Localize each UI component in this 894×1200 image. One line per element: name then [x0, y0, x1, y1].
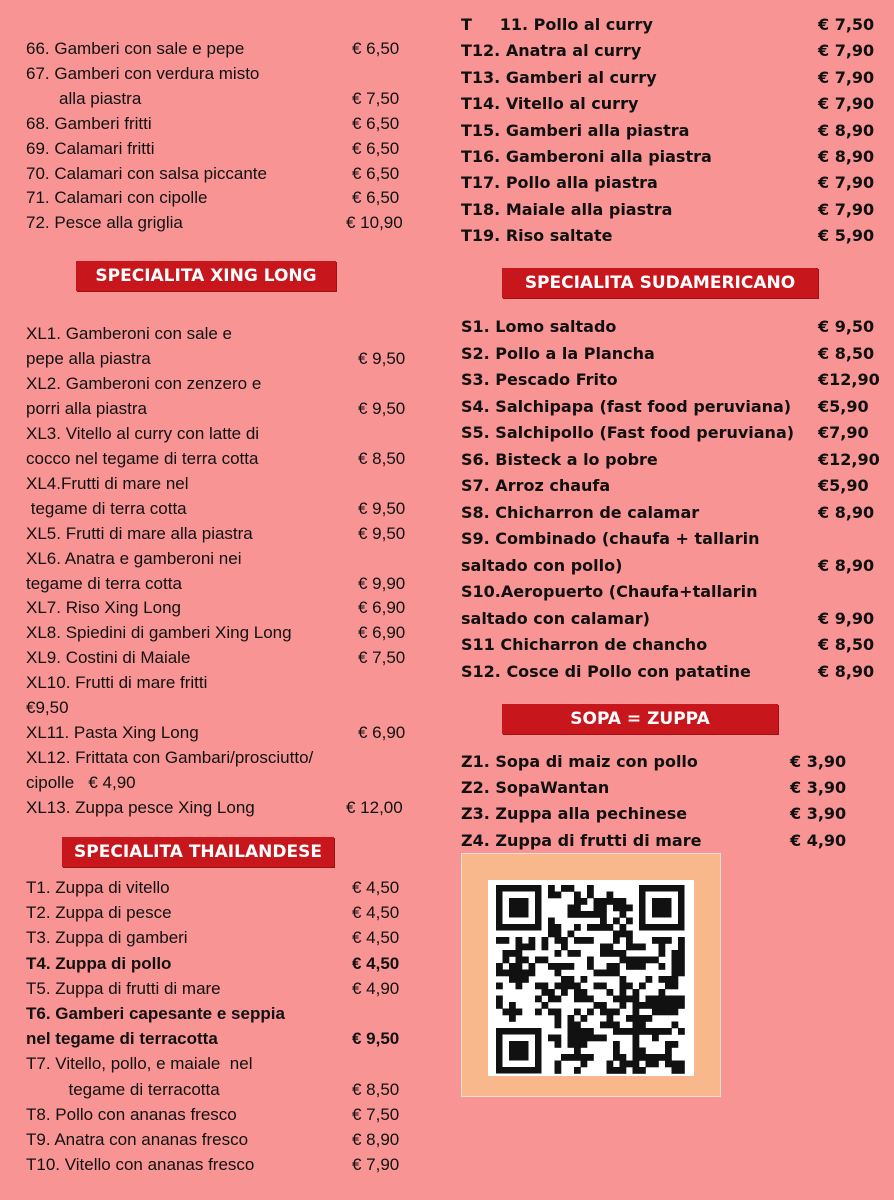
menu-item-row: [26, 795, 446, 820]
menu-item-price: € 6,50: [352, 39, 400, 58]
menu-item-row: [461, 144, 881, 169]
menu-item-row: [461, 473, 881, 498]
menu-item-price: € 7,50: [352, 88, 400, 108]
menu-item-name: S5. Salchipollo (Fast food peruviana): [461, 423, 795, 442]
menu-item-price: € 4,50: [352, 953, 400, 973]
menu-item-row: [26, 61, 446, 86]
menu-item-price: € 6,90: [358, 623, 406, 643]
menu-item-name: tegame di terra cotta: [26, 573, 182, 593]
menu-item-price: € 8,90: [818, 661, 875, 681]
menu-item-row: [461, 341, 881, 366]
menu-item-row: [26, 670, 446, 695]
menu-item-row: [461, 12, 881, 37]
menu-item-price: € 8,90: [818, 120, 875, 140]
menu-item-row: [26, 36, 446, 61]
menu-item-price: € 4,90: [352, 978, 400, 998]
menu-item-name: XL9. Costini di Maiale: [26, 648, 191, 668]
menu-item-price: € 7,50: [358, 648, 406, 668]
menu-item-name: Z4. Zuppa di frutti di mare: [461, 830, 702, 850]
menu-item-price: € 7,90: [352, 1155, 400, 1175]
menu-item-row: [26, 571, 446, 596]
menu-item-price: € 9,50: [358, 348, 406, 368]
menu-item-name: S3. Pescado Frito: [461, 370, 618, 389]
menu-item-row: [461, 553, 881, 578]
menu-item-name: Z3. Zuppa alla pechinese: [461, 804, 688, 824]
menu-item-price: € 12,00: [346, 798, 403, 818]
menu-item-row: [26, 620, 446, 645]
menu-item-row: [26, 1077, 446, 1102]
menu-item-price: € 7,50: [352, 1104, 400, 1124]
menu-item-name: saltado con pollo): [461, 555, 623, 575]
menu-item-price: € 4,50: [352, 928, 400, 948]
section-header-sudamericano: SPECIALITA SUDAMERICANO: [502, 268, 818, 298]
menu-item-name: S11 Chicharron de chancho: [461, 635, 708, 654]
menu-item-name: alla piastra: [26, 88, 142, 108]
menu-item-price: € 8,50: [818, 343, 875, 363]
menu-item-name: XL6. Anatra e gamberoni nei: [26, 548, 242, 568]
qr-code-graphic: [488, 880, 694, 1076]
menu-item-row: [26, 745, 446, 770]
menu-item-row: [26, 1152, 446, 1177]
menu-item-price: € 4,90: [790, 830, 847, 850]
menu-item-name: XL1. Gamberoni con sale e: [26, 324, 233, 343]
menu-item-name: XL7. Riso Xing Long: [26, 598, 181, 618]
menu-item-row: [461, 65, 881, 90]
menu-item-row: [461, 447, 881, 472]
menu-item-row: [26, 595, 446, 620]
menu-item-name: T17. Pollo alla piastra: [461, 173, 658, 193]
menu-item-row: [26, 695, 446, 720]
menu-item-price: € 3,90: [790, 778, 847, 798]
menu-item-name: S7. Arroz chaufa: [461, 476, 611, 495]
menu-item-row: [461, 828, 881, 853]
menu-item-name: 70. Calamari con salsa piccante: [26, 163, 267, 183]
menu-item-name: tegame di terra cotta: [26, 498, 187, 518]
menu-item-name: T12. Anatra al curry: [461, 41, 642, 61]
menu-item-price: € 7,50: [818, 15, 875, 34]
section-header-thailandese: SPECIALITA THAILANDESE: [62, 837, 334, 867]
menu-item-name: S9. Combinado (chaufa + tallarin: [461, 529, 760, 548]
menu-item-price: € 9,50: [818, 317, 875, 336]
menu-item-name: S1. Lomo saltado: [461, 317, 617, 336]
menu-item-price: € 7,90: [818, 67, 875, 87]
menu-item-name: T14. Vitello al curry: [461, 94, 639, 114]
menu-item-name: T19. Riso saltate: [461, 226, 613, 246]
menu-item-row: [26, 1102, 446, 1127]
menu-item-row: [461, 420, 881, 445]
menu-item-name: XL5. Frutti di mare alla piastra: [26, 523, 253, 543]
menu-item-price: € 8,50: [818, 635, 875, 654]
menu-item-name: XL11. Pasta Xing Long: [26, 723, 199, 743]
menu-item-price: € 9,50: [358, 523, 406, 543]
menu-item-name: T16. Gamberoni alla piastra: [461, 147, 712, 166]
menu-item-row: [26, 471, 446, 496]
menu-item-price: €7,90: [818, 423, 869, 442]
menu-item-price: € 7,90: [818, 199, 875, 219]
menu-item-name: cocco nel tegame di terra cotta: [26, 448, 259, 468]
menu-item-name: T13. Gamberi al curry: [461, 67, 657, 87]
section-header-xing-long: SPECIALITA XING LONG: [76, 261, 336, 291]
menu-item-name: S10.Aeropuerto (Chaufa+tallarin: [461, 582, 758, 601]
menu-item-row: [26, 900, 446, 925]
menu-item-price: € 9,50: [352, 1029, 400, 1049]
menu-item-name: 66. Gamberi con sale e pepe: [26, 39, 245, 58]
menu-item-name: XL8. Spiedini di gamberi Xing Long: [26, 623, 292, 643]
menu-item-price: € 9,90: [818, 608, 875, 628]
menu-item-row: [26, 321, 446, 346]
menu-item-price: € 7,90: [818, 94, 875, 114]
menu-item-price: € 4,50: [352, 878, 400, 897]
menu-item-row: [461, 394, 881, 419]
menu-item-price: € 6,50: [352, 188, 400, 208]
menu-item-name: XL12. Frittata con Gambari/prosciutto/: [26, 748, 314, 768]
menu-item-name: 69. Calamari fritti: [26, 138, 155, 158]
menu-item-price: € 6,50: [352, 113, 400, 133]
menu-item-name: T4. Zuppa di pollo: [26, 953, 172, 973]
menu-item-name: nel tegame di terracotta: [26, 1029, 218, 1049]
menu-item-price: € 3,90: [790, 752, 847, 771]
menu-item-row: [26, 421, 446, 446]
menu-item-row: [461, 526, 881, 551]
menu-item-name: porri alla piastra: [26, 398, 147, 418]
menu-item-row: [26, 720, 446, 745]
menu-item-row: [461, 775, 881, 800]
menu-item-row: [26, 446, 446, 471]
menu-item-name: XL4.Frutti di mare nel: [26, 473, 189, 493]
menu-item-row: [461, 659, 881, 684]
menu-item-name: T8. Pollo con ananas fresco: [26, 1104, 237, 1124]
menu-item-row: [26, 976, 446, 1001]
menu-item-row: [26, 136, 446, 161]
menu-item-row: [461, 170, 881, 195]
menu-item-price: €12,90: [818, 370, 880, 389]
menu-item-name: Z2. SopaWantan: [461, 778, 610, 798]
menu-item-name: T10. Vitello con ananas fresco: [26, 1155, 255, 1175]
menu-item-row: [26, 1127, 446, 1152]
menu-item-row: [461, 118, 881, 143]
menu-item-row: [461, 606, 881, 631]
menu-item-name: pepe alla piastra: [26, 348, 151, 368]
menu-item-name: T1. Zuppa di vitello: [26, 878, 170, 897]
menu-item-row: [461, 91, 881, 116]
menu-item-name: S8. Chicharron de calamar: [461, 502, 700, 522]
menu-item-row: [26, 86, 446, 111]
menu-item-name: S12. Cosce di Pollo con patatine: [461, 661, 751, 681]
menu-item-name: saltado con calamar): [461, 608, 650, 628]
menu-item-price: € 7,90: [818, 173, 875, 193]
menu-item-price: € 6,90: [358, 723, 406, 743]
menu-item-price: € 8,90: [818, 147, 875, 166]
menu-item-row: [461, 197, 881, 222]
menu-item-price: € 7,90: [818, 41, 875, 61]
menu-item-name: XL2. Gamberoni con zenzero e: [26, 373, 262, 393]
menu-item-price: € 8,90: [352, 1130, 400, 1149]
section-header-zuppa: SOPA = ZUPPA: [502, 704, 778, 734]
menu-item-price: € 6,50: [352, 163, 400, 183]
menu-item-row: [461, 500, 881, 525]
menu-item-name: T2. Zuppa di pesce: [26, 903, 172, 923]
menu-item-name: XL3. Vitello al curry con latte di: [26, 423, 260, 443]
menu-item-name: S6. Bisteck a lo pobre: [461, 449, 658, 469]
menu-item-name: T15. Gamberi alla piastra: [461, 120, 690, 140]
menu-item-price: € 6,90: [358, 598, 406, 618]
menu-item-name: tegame di terracotta: [26, 1079, 220, 1099]
menu-item-name: T3. Zuppa di gamberi: [26, 928, 188, 948]
qr-code-icon[interactable]: [488, 880, 694, 1076]
menu-item-row: [26, 161, 446, 186]
menu-item-name: T 11. Pollo al curry: [461, 15, 653, 34]
menu-item-price: € 9,50: [358, 498, 406, 518]
menu-item-name: S4. Salchipapa (fast food peruviana): [461, 396, 792, 416]
menu-item-name: T9. Anatra con ananas fresco: [26, 1130, 249, 1149]
menu-item-row: [461, 367, 881, 392]
menu-item-row: [26, 925, 446, 950]
menu-item-row: [26, 371, 446, 396]
menu-item-row: [26, 210, 446, 235]
menu-item-price: € 3,90: [790, 804, 847, 824]
menu-item-price: €12,90: [818, 449, 880, 469]
menu-item-name: S2. Pollo a la Plancha: [461, 343, 655, 363]
menu-item-row: [26, 546, 446, 571]
menu-item-row: [26, 1001, 446, 1026]
menu-item-price: € 10,90: [346, 213, 403, 233]
menu-item-price: €5,90: [818, 396, 869, 416]
menu-item-name: T18. Maiale alla piastra: [461, 199, 673, 219]
menu-item-price: € 8,90: [818, 502, 875, 522]
qr-code-panel: [461, 853, 721, 1097]
menu-item-price: € 5,90: [818, 226, 875, 246]
menu-item-row: [26, 496, 446, 521]
menu-item-price: € 8,50: [352, 1079, 400, 1099]
menu-item-price: € 8,90: [818, 555, 875, 575]
menu-item-name: XL13. Zuppa pesce Xing Long: [26, 798, 255, 818]
menu-item-row: [461, 801, 881, 826]
menu-item-name: Z1. Sopa di maiz con pollo: [461, 752, 698, 771]
menu-item-row: [26, 1026, 446, 1051]
menu-item-row: [461, 579, 881, 604]
menu-item-price: € 9,90: [358, 573, 406, 593]
menu-item-price: € 6,50: [352, 138, 400, 158]
menu-item-row: [26, 645, 446, 670]
menu-item-name: T5. Zuppa di frutti di mare: [26, 978, 221, 998]
menu-item-row: [26, 185, 446, 210]
menu-item-name: T7. Vitello, pollo, e maiale nel: [26, 1054, 253, 1074]
menu-item-row: [461, 749, 881, 774]
menu-item-price: € 4,50: [352, 903, 400, 923]
menu-item-row: [26, 111, 446, 136]
menu-item-row: [26, 875, 446, 900]
menu-item-row: [26, 521, 446, 546]
menu-item-row: [26, 1051, 446, 1076]
menu-item-price: € 9,50: [358, 398, 406, 418]
menu-item-name: XL10. Frutti di mare fritti: [26, 673, 208, 693]
menu-item-row: [26, 951, 446, 976]
menu-item-name: 72. Pesce alla griglia: [26, 213, 183, 233]
menu-item-price: € 8,50: [358, 448, 406, 468]
menu-item-row: [26, 346, 446, 371]
menu-item-row: [461, 632, 881, 657]
menu-item-row: [26, 396, 446, 421]
menu-item-row: [461, 38, 881, 63]
menu-item-name: €9,50: [26, 698, 69, 718]
menu-item-row: [26, 770, 446, 795]
menu-item-row: [461, 223, 881, 248]
menu-item-price: €5,90: [818, 476, 869, 495]
menu-item-name: cipolle € 4,90: [26, 773, 136, 793]
menu-item-row: [461, 314, 881, 339]
menu-item-name: 71. Calamari con cipolle: [26, 188, 208, 208]
menu-item-name: 67. Gamberi con verdura misto: [26, 63, 260, 83]
menu-item-name: T6. Gamberi capesante e seppia: [26, 1004, 285, 1023]
menu-item-name: 68. Gamberi fritti: [26, 113, 152, 133]
